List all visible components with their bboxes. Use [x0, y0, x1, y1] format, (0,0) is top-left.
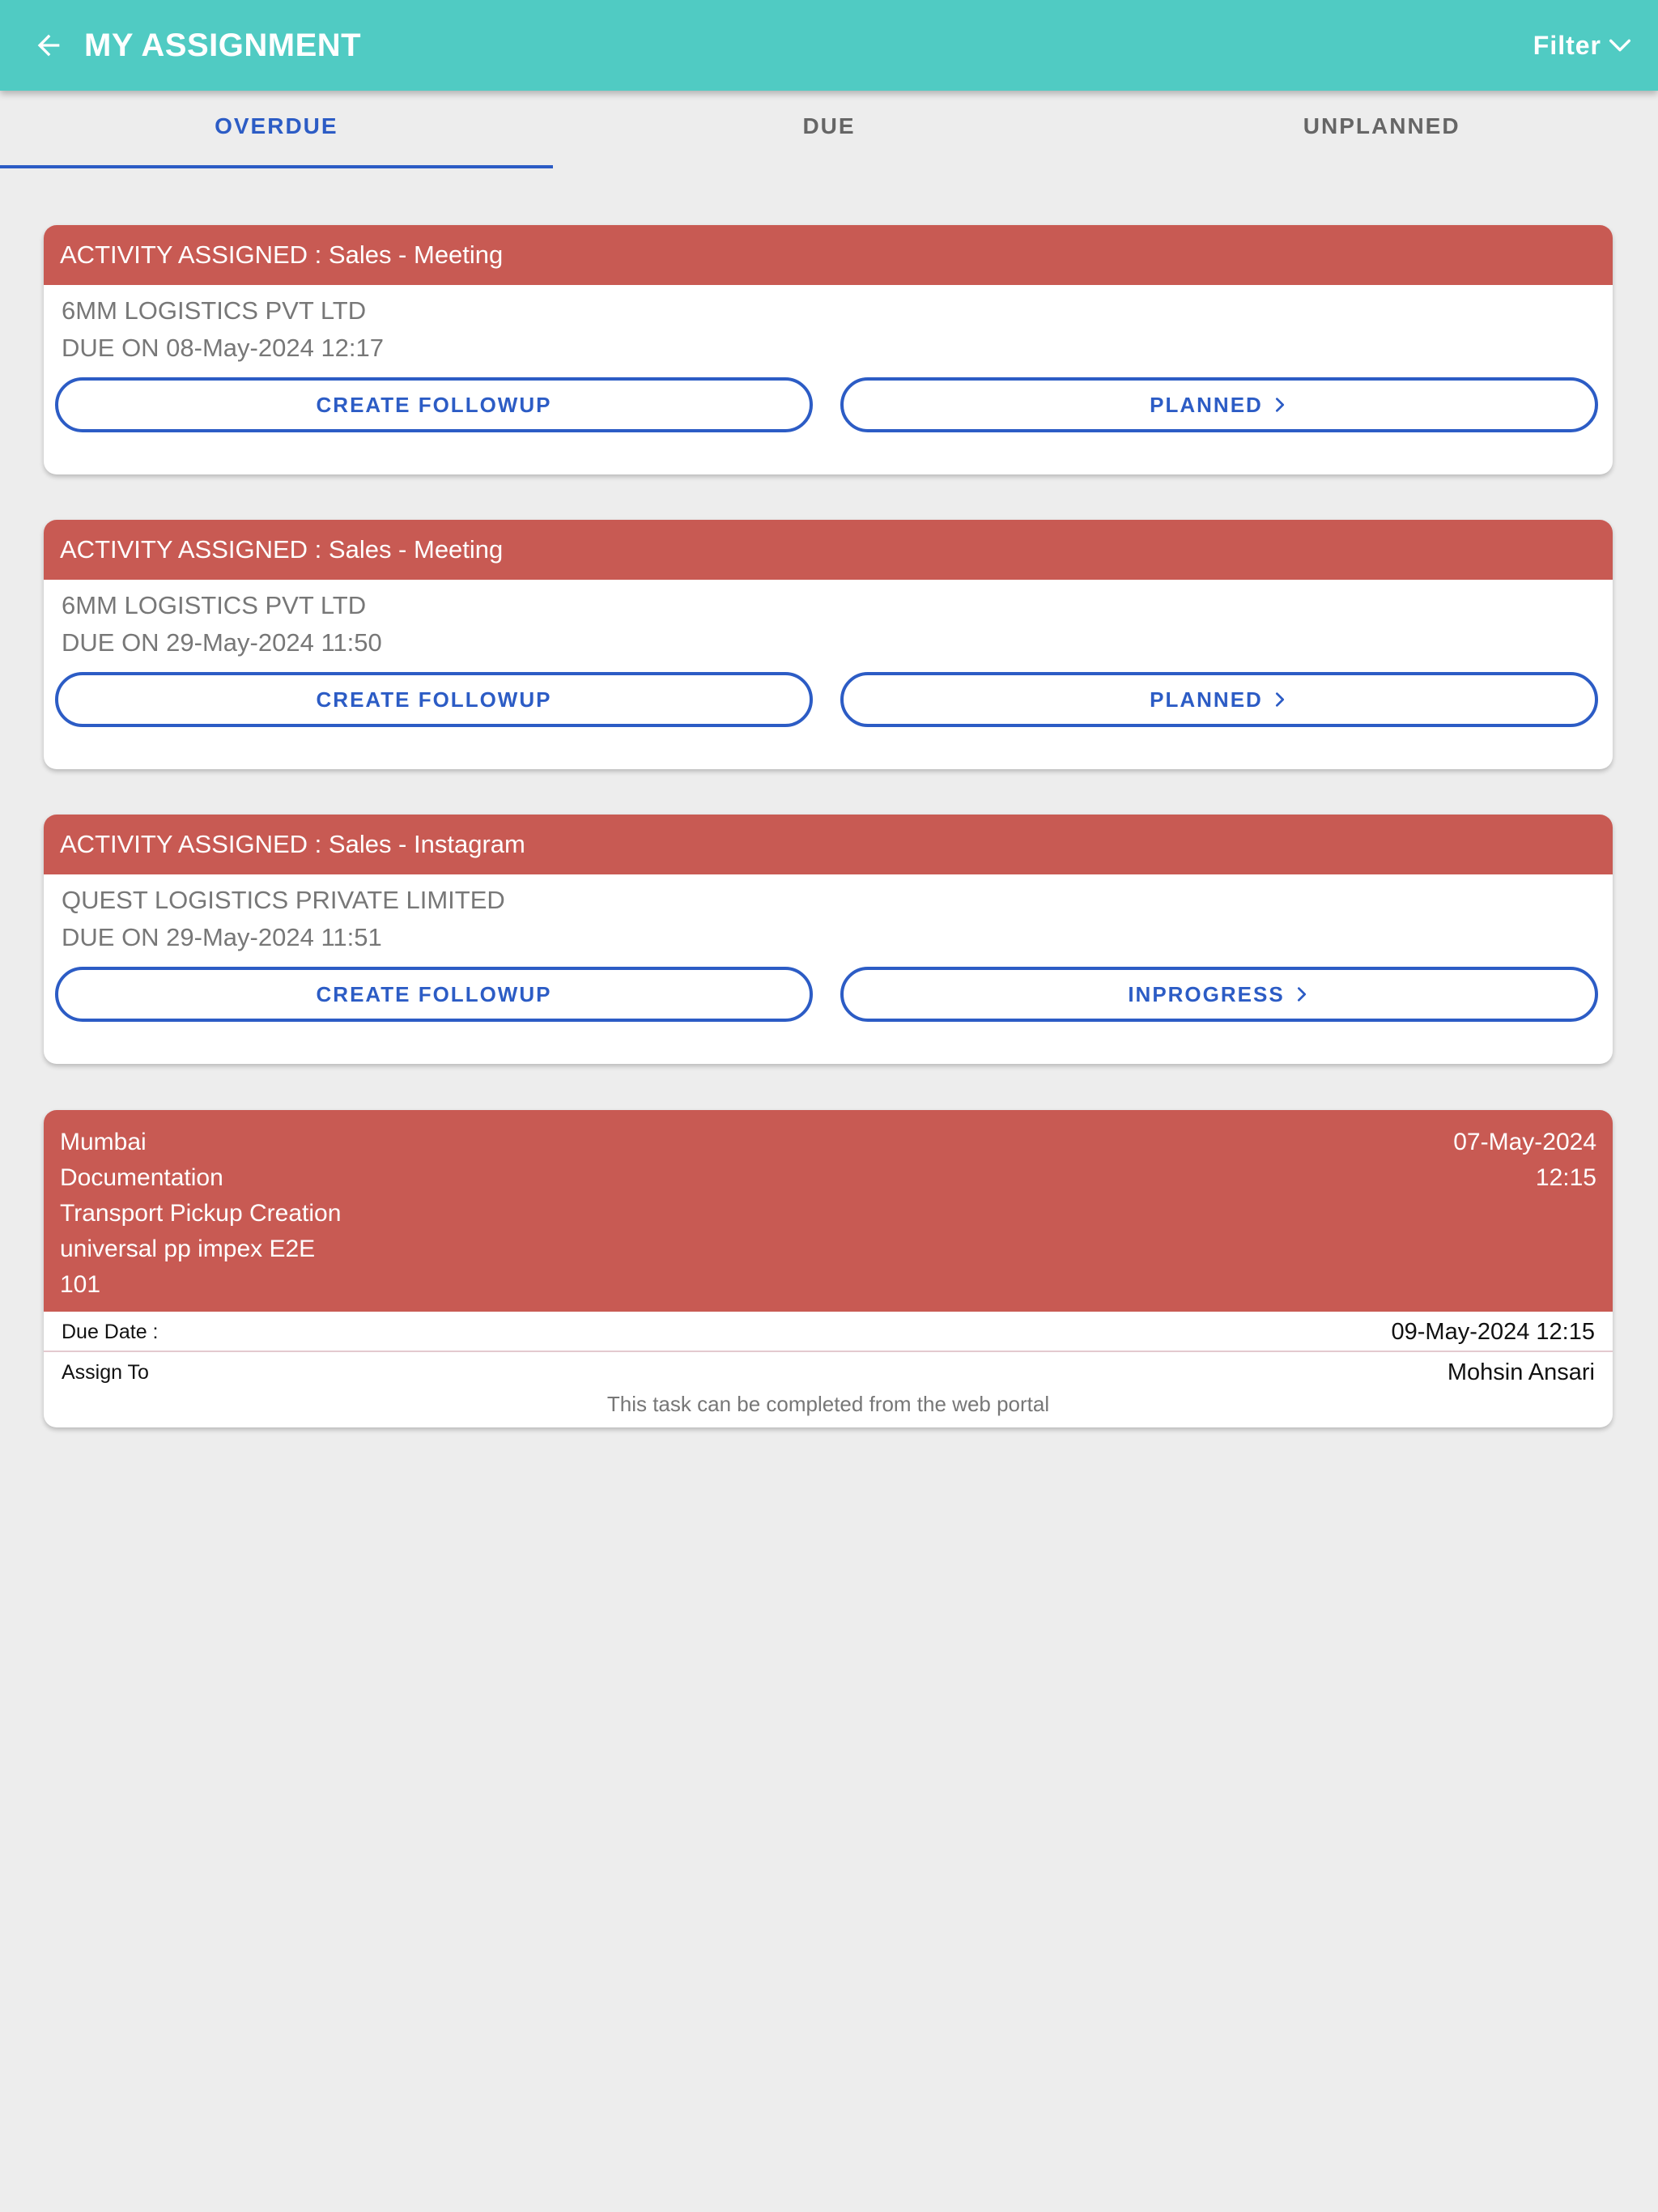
chevron-right-icon — [1271, 691, 1289, 708]
arrow-left-icon — [32, 29, 65, 62]
status-button[interactable] — [840, 377, 1598, 432]
create-followup-label: CREATE FOLLOWUP — [316, 392, 552, 417]
status-label: PLANNED — [1150, 392, 1263, 417]
task-category: Documentation — [60, 1164, 223, 1191]
task-type: Transport Pickup Creation — [60, 1200, 342, 1227]
activity-card — [44, 520, 1613, 769]
activity-card — [44, 225, 1613, 474]
create-followup-button[interactable] — [55, 377, 813, 432]
tab-overdue[interactable]: OVERDUE — [0, 91, 553, 168]
filter-label: Filter — [1533, 30, 1601, 60]
task-created-date: 07-May-2024 — [1453, 1129, 1596, 1155]
create-followup-label: CREATE FOLLOWUP — [316, 687, 552, 712]
due-date-label: Due Date : — [62, 1321, 159, 1343]
divider — [44, 1351, 1613, 1352]
activity-card-header: ACTIVITY ASSIGNED : Sales - Meeting — [44, 225, 1613, 285]
task-card-header — [44, 1110, 1613, 1312]
task-details — [60, 1125, 341, 1303]
page-title: MY ASSIGNMENT — [84, 28, 362, 63]
web-portal-note: This task can be completed from the web portal — [606, 1392, 1050, 1416]
task-created-datetime — [1453, 1125, 1596, 1196]
company-name: 6MM LOGISTICS PVT LTD — [62, 296, 367, 325]
tab-due[interactable]: DUE — [802, 113, 856, 138]
app-bar — [0, 0, 1658, 91]
due-date-text: DUE ON 08-May-2024 12:17 — [62, 334, 385, 362]
filter-button[interactable] — [1533, 24, 1634, 66]
status-label: INPROGRESS — [1128, 981, 1285, 1006]
status-label: PLANNED — [1150, 687, 1263, 712]
task-customer: universal pp impex E2E — [60, 1236, 316, 1262]
chevron-right-icon — [1293, 985, 1311, 1003]
company-name: QUEST LOGISTICS PRIVATE LIMITED — [62, 886, 505, 914]
activity-card — [44, 815, 1613, 1064]
chevron-down-icon — [1606, 32, 1634, 59]
company-name: 6MM LOGISTICS PVT LTD — [62, 591, 367, 619]
due-date-text: DUE ON 29-May-2024 11:50 — [62, 628, 382, 657]
status-button[interactable] — [840, 672, 1598, 727]
activity-card-header: ACTIVITY ASSIGNED : Sales - Instagram — [44, 815, 1613, 874]
chevron-right-icon — [1271, 396, 1289, 414]
back-button[interactable] — [24, 21, 73, 70]
task-created-time: 12:15 — [1535, 1164, 1596, 1191]
tab-unplanned[interactable]: UNPLANNED — [1303, 113, 1460, 138]
tab-bar — [0, 91, 1658, 168]
due-date-value: 09-May-2024 12:15 — [1391, 1319, 1595, 1345]
create-followup-label: CREATE FOLLOWUP — [316, 981, 552, 1006]
assign-to-label: Assign To — [62, 1361, 149, 1384]
assign-to-value: Mohsin Ansari — [1447, 1359, 1595, 1385]
status-button[interactable] — [840, 967, 1598, 1022]
task-location: Mumbai — [60, 1129, 147, 1155]
task-card — [44, 1110, 1613, 1427]
activity-card-header: ACTIVITY ASSIGNED : Sales - Meeting — [44, 520, 1613, 580]
create-followup-button[interactable] — [55, 967, 813, 1022]
task-number: 101 — [60, 1271, 101, 1298]
create-followup-button[interactable] — [55, 672, 813, 727]
due-date-text: DUE ON 29-May-2024 11:51 — [62, 923, 382, 951]
